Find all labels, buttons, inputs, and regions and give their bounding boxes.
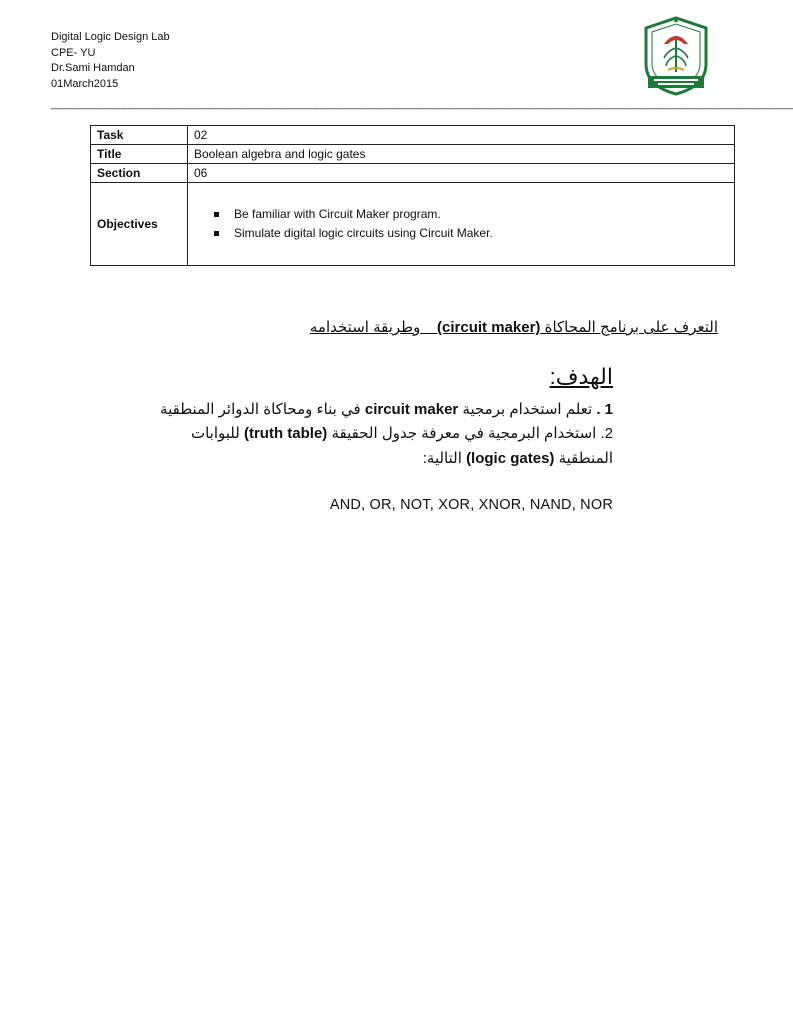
document-header (51, 30, 170, 92)
goal-en: (truth table) (243, 425, 328, 442)
table-row (91, 145, 735, 164)
row-key: Title (91, 145, 188, 164)
header-rule: ____________________________________________________________________________________________________________________________________ (51, 98, 793, 110)
arabic-title (310, 318, 718, 336)
instructor: Dr.Sami Hamdan (51, 62, 135, 74)
goal-text-end: في بناء ومحاكاة الدوائر المنطقية (160, 401, 361, 418)
goal-text-end: التالية: (422, 450, 462, 467)
goal-en: circuit maker (364, 401, 459, 418)
goal-heading: الهدف: (549, 364, 613, 389)
goal-text-end: للبوابات (190, 425, 240, 442)
goal-en: (logic gates) (466, 450, 555, 467)
goal-text: تعلم استخدام برمجية (462, 401, 593, 418)
university-seal-icon (640, 14, 712, 96)
objectives-list (194, 205, 728, 243)
task-info-table (90, 125, 735, 266)
row-value: 02 (188, 126, 735, 145)
list-item: Simulate digital logic circuits using Circuit Maker. (234, 224, 728, 243)
title-en: (circuit maker) (437, 319, 541, 336)
logic-gates-list: AND, OR, NOT, XOR, XNOR, NAND, NOR (329, 497, 613, 513)
goal-text: المنطقية (558, 450, 613, 467)
goal-number: 1 . (596, 401, 613, 418)
row-value: 06 (188, 164, 735, 183)
goal-number: 2. (600, 425, 613, 442)
title-text-end: وطريقة استخدامه (309, 319, 421, 336)
list-item: Be familiar with Circuit Maker program. (234, 205, 728, 224)
table-row (91, 126, 735, 145)
goal-item (160, 400, 613, 418)
department: CPE- YU (51, 46, 96, 59)
objectives-list-cell (188, 183, 735, 266)
table-row (91, 183, 735, 266)
objectives-label: Objectives (91, 183, 188, 266)
date: 01March2015 (51, 77, 119, 90)
title-text: التعرف على برنامج المحاكاة (544, 319, 718, 336)
table-row (91, 164, 735, 183)
lab-name: Digital Logic Design Lab (51, 31, 170, 43)
goal-item-continued (423, 449, 613, 467)
goal-text: استخدام البرمجية في معرفة جدول الحقيقة (331, 425, 597, 442)
row-value: Boolean algebra and logic gates (188, 145, 735, 164)
row-key: Task (91, 126, 188, 145)
goal-item (191, 424, 613, 442)
row-key: Section (91, 164, 188, 183)
